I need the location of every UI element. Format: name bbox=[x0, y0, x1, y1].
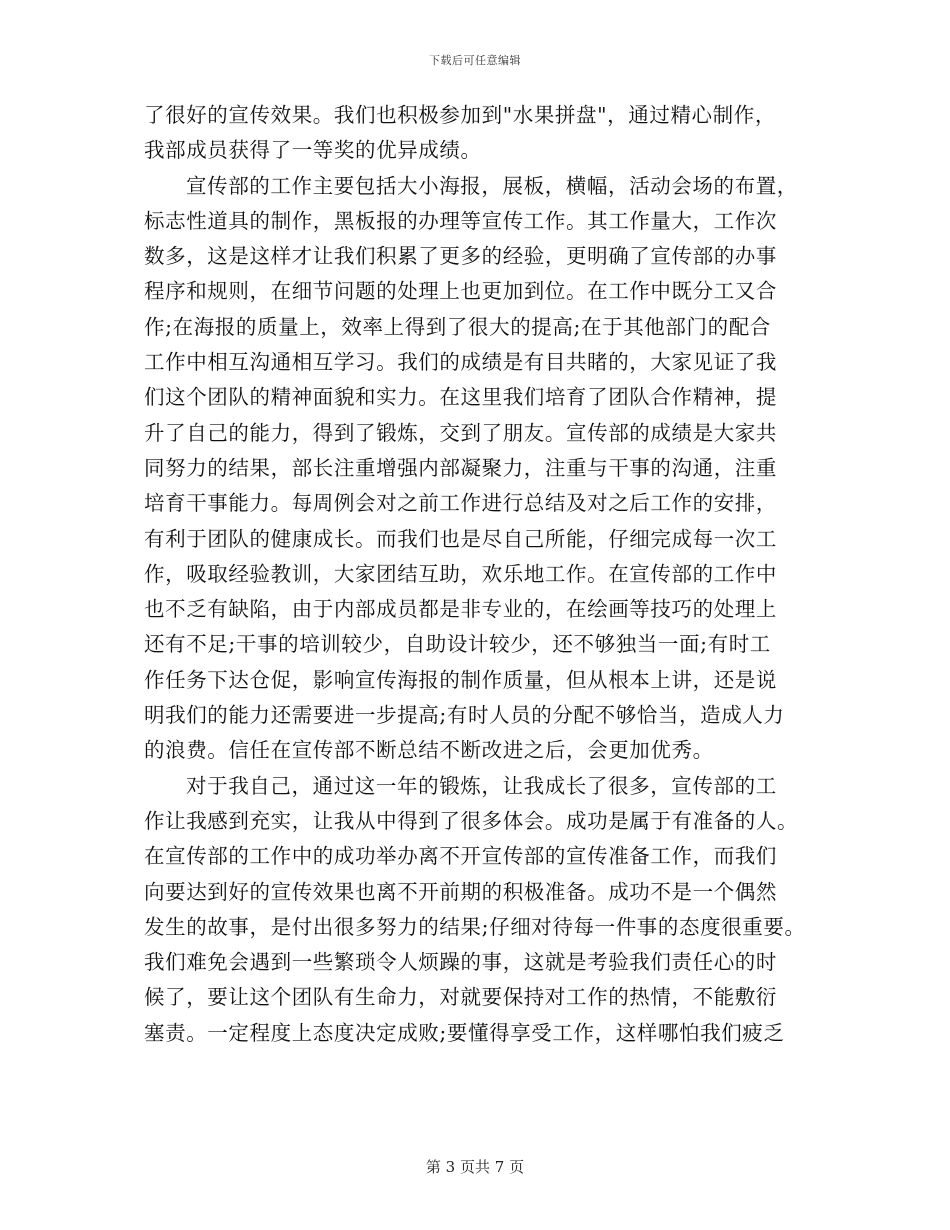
text-line: 向要达到好的宣传效果也离不开前期的积极准备。成功不是一个偶然 bbox=[144, 879, 777, 904]
text-line: 工作中相互沟通相互学习。我们的成绩是有目共睹的，大家见证了我 bbox=[144, 350, 777, 375]
text-line: 在宣传部的工作中的成功举办离不开宣传部的宣传准备工作，而我们 bbox=[144, 844, 777, 869]
text-line: 发生的故事，是付出很多努力的结果;仔细对待每一件事的态度很重要。 bbox=[144, 914, 806, 939]
text-line: 同努力的结果，部长注重增强内部凝聚力，注重与干事的沟通，注重 bbox=[144, 455, 777, 480]
text-line: 也不乏有缺陷，由于内部成员都是非专业的，在绘画等技巧的处理上 bbox=[144, 597, 777, 622]
paragraph-start-line: 宣传部的工作主要包括大小海报，展板，横幅，活动会场的布置， bbox=[186, 173, 798, 198]
text-line: 作;在海报的质量上，效率上得到了很大的提高;在于其他部门的配合 bbox=[144, 314, 771, 339]
text-line: 我们难免会遇到一些繁琐令人烦躁的事，这就是考验我们责任心的时 bbox=[144, 950, 777, 975]
text-line: 候了，要让这个团队有生命力，对就要保持对工作的热情，不能敷衍 bbox=[144, 985, 777, 1010]
text-line: 了很好的宣传效果。我们也积极参加到"水果拼盘"，通过精心制作， bbox=[144, 103, 776, 127]
text-line: 我部成员获得了一等奖的优异成绩。 bbox=[144, 138, 482, 163]
text-line: 作，吸取经验教训，大家团结互助，欢乐地工作。在宣传部的工作中 bbox=[144, 561, 777, 586]
text-line: 的浪费。信任在宣传部不断总结不断改进之后，会更加优秀。 bbox=[144, 738, 714, 763]
text-line: 升了自己的能力，得到了锻炼，交到了朋友。宣传部的成绩是大家共 bbox=[144, 420, 777, 445]
text-line: 培育干事能力。每周例会对之前工作进行总结及对之后工作的安排， bbox=[144, 491, 777, 516]
text-line: 标志性道具的制作，黑板报的办理等宣传工作。其工作量大，工作次 bbox=[144, 208, 777, 233]
text-line: 们这个团队的精神面貌和实力。在这里我们培育了团队合作精神，提 bbox=[144, 385, 777, 410]
text-line: 塞责。一定程度上态度决定成败;要懂得享受工作，这样哪怕我们疲乏 bbox=[144, 1020, 785, 1045]
text-line: 作任务下达仓促，影响宣传海报的制作质量，但从根本上讲，还是说 bbox=[144, 667, 777, 692]
text-line: 明我们的能力还需要进一步提高;有时人员的分配不够恰当，造成人力 bbox=[144, 703, 785, 728]
document-body bbox=[144, 98, 824, 1051]
text-line: 有利于团队的健康成长。而我们也是尽自己所能，仔细完成每一次工 bbox=[144, 526, 777, 551]
text-line: 数多，这是这样才让我们积累了更多的经验，更明确了宣传部的办事 bbox=[144, 244, 777, 269]
paragraph-start-line: 对于我自己，通过这一年的锻炼，让我成长了很多，宣传部的工 bbox=[186, 773, 777, 798]
text-line: 程序和规则，在细节问题的处理上也更加到位。在工作中既分工又合 bbox=[144, 279, 777, 304]
page-header: 下载后可任意编辑 bbox=[429, 54, 521, 67]
text-line: 作让我感到充实，让我从中得到了很多体会。成功是属于有准备的人。 bbox=[144, 808, 799, 833]
page-number-footer: 第 3 页共 7 页 bbox=[425, 1158, 525, 1176]
text-line: 还有不足;干事的培训较少，自助设计较少，还不够独当一面;有时工 bbox=[144, 632, 771, 657]
